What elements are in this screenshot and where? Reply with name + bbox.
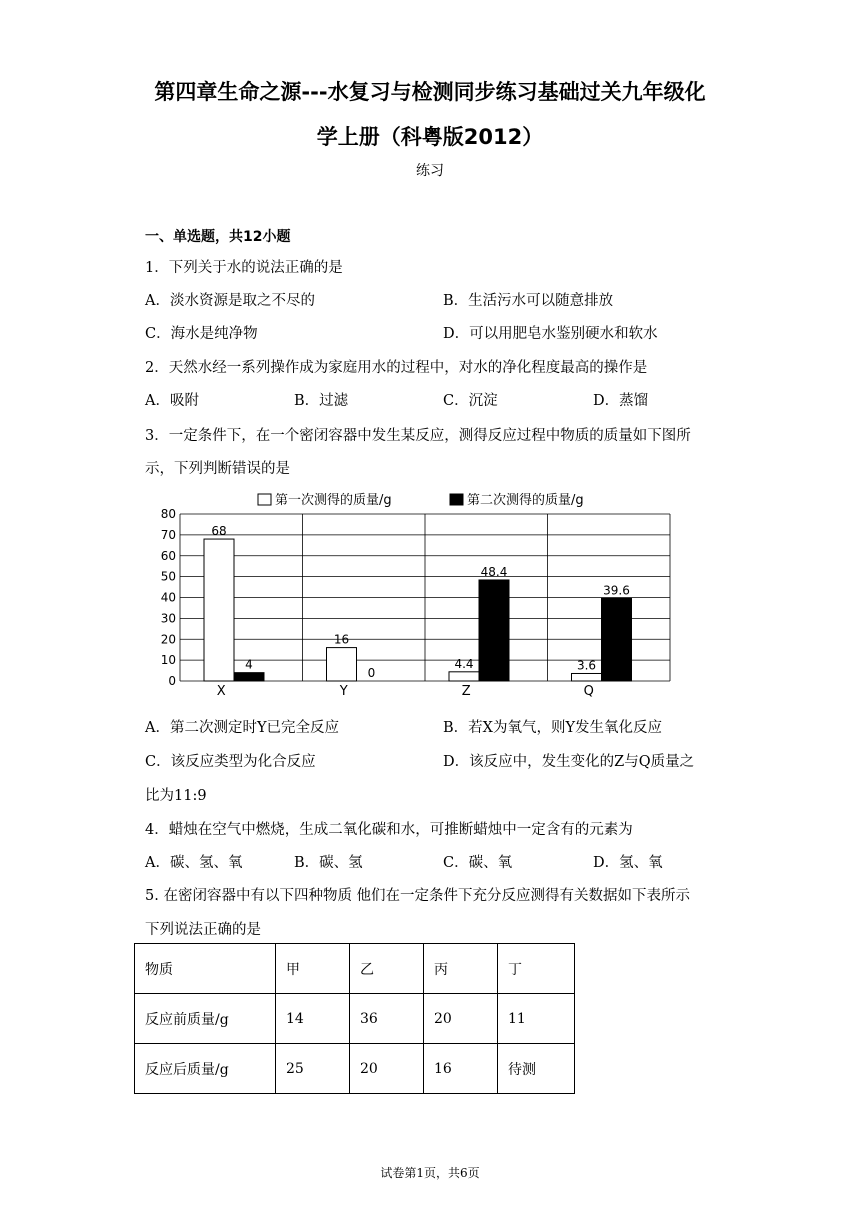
legend-label: 第二次测得的质量/g <box>467 493 584 508</box>
mass-bar-chart <box>150 488 690 703</box>
legend-swatch <box>258 494 271 505</box>
data-label: 68 <box>211 524 227 539</box>
q1-stem: 1．下列关于水的说法正确的是 <box>145 260 343 276</box>
q1-option-d: D．可以用肥皂水鉴别硬水和软水 <box>443 326 658 342</box>
table-cell: 16 <box>424 1044 498 1094</box>
data-label: 48.4 <box>480 564 508 579</box>
bar <box>449 672 479 681</box>
table-cell: 11 <box>498 994 575 1044</box>
section-heading: 一、单选题，共12小题 <box>145 229 291 245</box>
data-label: 3.6 <box>576 658 597 673</box>
title-line-1: 第四章生命之源---水复习与检测同步练习基础过关九年级化 <box>154 80 706 104</box>
q4-option-c: C．碳、氧 <box>443 855 513 871</box>
table-cell: 25 <box>276 1044 350 1094</box>
x-tick-label: Q <box>583 684 594 699</box>
table-cell: 20 <box>350 1044 424 1094</box>
x-tick-label: Z <box>461 684 471 699</box>
bar <box>572 673 602 681</box>
page-footer: 试卷第1页，共6页 <box>380 1166 480 1180</box>
table-row <box>135 1044 575 1094</box>
y-tick-label: 70 <box>160 527 176 542</box>
legend-label: 第一次测得的质量/g <box>275 493 392 508</box>
q2-option-c: C．沉淀 <box>443 393 498 409</box>
y-tick-label: 30 <box>160 611 176 626</box>
title-line-2: 学上册（科粤版2012） <box>316 125 544 149</box>
subtitle: 练习 <box>416 163 444 179</box>
bar <box>602 598 632 681</box>
bar <box>479 580 509 681</box>
table-cell: 甲 <box>276 944 350 994</box>
table-cell: 丙 <box>424 944 498 994</box>
y-tick-label: 0 <box>168 674 176 688</box>
q1-option-c: C．海水是纯净物 <box>145 326 258 342</box>
table-row <box>135 994 575 1044</box>
q2-option-d: D．蒸馏 <box>593 393 649 409</box>
y-tick-label: 80 <box>160 507 176 521</box>
data-label: 4 <box>245 657 253 672</box>
q5-stem-line-2: 下列说法正确的是 <box>145 922 261 938</box>
q3-stem-line-1: 3．一定条件下，在一个密闭容器中发生某反应，测得反应过程中物质的质量如下图所 <box>145 428 691 444</box>
q1-option-a: A．淡水资源是取之不尽的 <box>145 293 315 309</box>
q1-option-b: B．生活污水可以随意排放 <box>443 293 614 309</box>
y-tick-label: 20 <box>160 632 176 647</box>
q4-option-a: A．碳、氢、氧 <box>145 855 243 871</box>
table-cell: 反应后质量/g <box>135 1044 276 1094</box>
q3-option-a: A．第二次测定时Y已完全反应 <box>145 720 340 736</box>
y-tick-label: 40 <box>160 590 176 605</box>
data-label: 0 <box>367 666 376 680</box>
y-tick-label: 60 <box>160 548 176 563</box>
q5-stem-line-1: 5. 在密闭容器中有以下四种物质 他们在一定条件下充分反应测得有关数据如下表所示 <box>145 888 691 904</box>
q3-option-c: C．该反应类型为化合反应 <box>145 754 316 770</box>
q3-option-d: D．该反应中，发生变化的Z与Q质量之 <box>443 754 695 770</box>
mass-data-table <box>134 943 575 1094</box>
x-tick-label: X <box>216 684 226 699</box>
q3-option-d-continued: 比为11:9 <box>145 788 207 804</box>
q2-stem: 2．天然水经一系列操作成为家庭用水的过程中，对水的净化程度最高的操作是 <box>145 360 648 376</box>
legend-swatch <box>450 494 463 505</box>
bar <box>327 648 357 681</box>
q4-option-d: D．氢、氧 <box>593 855 663 871</box>
q4-stem: 4．蜡烛在空气中燃烧，生成二氧化碳和水，可推断蜡烛中一定含有的元素为 <box>145 822 633 838</box>
table-cell: 36 <box>350 994 424 1044</box>
data-label: 16 <box>333 632 350 647</box>
q3-stem-line-2: 示，下列判断错误的是 <box>145 461 290 477</box>
table-cell: 待测 <box>498 1044 575 1094</box>
q4-option-b: B．碳、氢 <box>294 855 363 871</box>
table-cell: 物质 <box>135 944 276 994</box>
bar <box>234 673 264 681</box>
table-row <box>135 944 575 994</box>
q2-option-b: B．过滤 <box>294 393 349 409</box>
data-label: 4.4 <box>454 656 474 671</box>
table-cell: 乙 <box>350 944 424 994</box>
q2-option-a: A．吸附 <box>145 393 199 409</box>
table-cell: 丁 <box>498 944 575 994</box>
y-tick-label: 50 <box>160 569 176 584</box>
data-label: 39.6 <box>603 583 630 598</box>
table-cell: 14 <box>276 994 350 1044</box>
x-tick-label: Y <box>339 684 348 699</box>
y-tick-label: 10 <box>160 653 176 668</box>
table-cell: 20 <box>424 994 498 1044</box>
q3-option-b: B．若X为氧气，则Y发生氧化反应 <box>443 720 663 736</box>
bar <box>204 539 234 681</box>
table-cell: 反应前质量/g <box>135 994 276 1044</box>
